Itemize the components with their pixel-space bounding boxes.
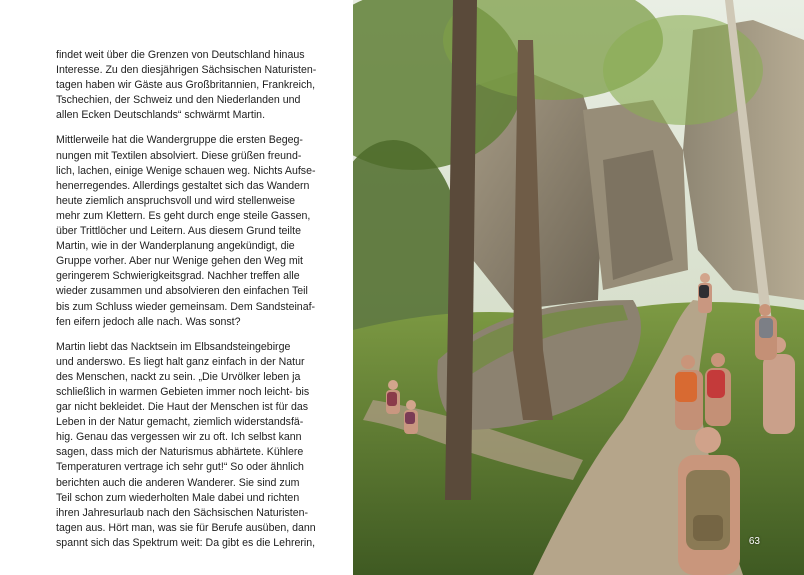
hiking-photo — [353, 0, 804, 575]
text-line: allen Ecken Deutschlands“ schwärmt Martin. — [56, 109, 266, 122]
backpack — [405, 412, 415, 424]
hiker — [759, 304, 771, 316]
backpack — [699, 285, 709, 298]
text-line: Teil schon zum wiederholten Male dabei und richten — [56, 491, 300, 504]
text-line: wieder zusammen und absolvieren den einfachen Teil — [56, 285, 308, 298]
text-line: tagen haben wir Gäste aus Großbritannien, Frankreich, — [56, 79, 316, 92]
text-line: geringerem Schwierigkeitsgrad. Nachher treffen alle — [56, 270, 300, 283]
text-line: Martin, wie in der Wanderplanung angekündigt, die — [56, 240, 295, 253]
text-line: henerregendes. Allerdings gestaltet sich das Wandern — [56, 179, 310, 192]
text-line: fen eifern jedoch alle nach. Was sonst? — [56, 315, 241, 328]
text-line: nungen mit Textilen absolviert. Diese grüßen freund- — [56, 149, 302, 162]
text-line: über Trittlöcher und Leitern. Aus diesem Grund teilte — [56, 225, 301, 238]
hiker — [700, 273, 710, 283]
backpack — [707, 370, 725, 398]
hiker — [695, 427, 721, 453]
text-line: Martin liebt das Nacktsein im Elbsandsteingebirge — [56, 340, 291, 353]
text-line: spannt sich das Spektrum weit: Da gibt es die Lehrerin, — [56, 536, 316, 549]
text-line: bis zum Schluss wieder gemeinsam. Dem Sandsteinaf- — [56, 300, 316, 313]
text-line: findet weit über die Grenzen von Deutschland hinaus — [56, 49, 305, 61]
article-text-column — [56, 48, 332, 561]
hiker — [711, 353, 725, 367]
backpack — [759, 318, 773, 338]
text-line: mehr zum Klettern. Es geht durch enge steile Gassen, — [56, 209, 311, 222]
text-line: ihren Jahresurlaub nach den Sächsischen Naturisten- — [56, 506, 309, 519]
text-line: heute ziemlich anspruchsvoll und wird stellenweise — [56, 194, 296, 207]
text-line: hig. Genau das vergessen wir zu oft. Ich selbst kann — [56, 431, 302, 444]
hiker — [388, 380, 398, 390]
text-line: Interesse. Zu den diesjährigen Sächsischen Naturisten- — [56, 64, 317, 77]
text-line: des Menschen, nackt zu sein. „Die Urvölker leben ja — [56, 370, 301, 383]
text-line: berichten auch die anderen Wanderer. Sie sind zum — [56, 476, 300, 489]
text-line: sagen, dass mich der Naturismus abhärtete. Kühlere — [56, 446, 304, 459]
text-line: gar nicht bekleidet. Die Haut der Menschen ist für das — [56, 401, 309, 414]
forest-scene-illustration — [353, 0, 804, 575]
text-line: Gruppe vorher. Aber nur Wenige gehen den Weg mit — [56, 255, 303, 268]
hiker — [763, 354, 795, 434]
backpack-pocket — [693, 515, 723, 541]
text-line: lich, lachen, einige Wenige schauen weg. Nichts Aufse- — [56, 164, 316, 177]
hiker — [681, 355, 695, 369]
page-number: 63 — [748, 536, 760, 547]
text-line: und anderswo. Es liegt halt ganz einfach in der Natur — [56, 355, 305, 368]
text-line: Temperaturen vertrage ich sehr gut!“ So oder ähnlich — [56, 461, 304, 474]
article-paragraph-3 — [56, 340, 332, 551]
backpack — [675, 372, 697, 402]
article-paragraph-2 — [56, 133, 332, 329]
backpack — [387, 392, 397, 406]
text-line: Leben in der Natur gemacht, ziemlich widerstandsfä- — [56, 416, 304, 429]
text-line: Mittlerweile hat die Wandergruppe die ersten Begeg- — [56, 134, 303, 147]
text-line: tagen aus. Hört man, was sie für Berufe ausüben, dann — [56, 521, 316, 534]
article-paragraph-1 — [56, 48, 332, 123]
hiker — [406, 400, 416, 410]
text-line: schließlich in warmen Gebieten immer noch leicht- bis — [56, 385, 310, 398]
text-line: Tschechien, der Schweiz und den Niederlanden und — [56, 94, 301, 107]
